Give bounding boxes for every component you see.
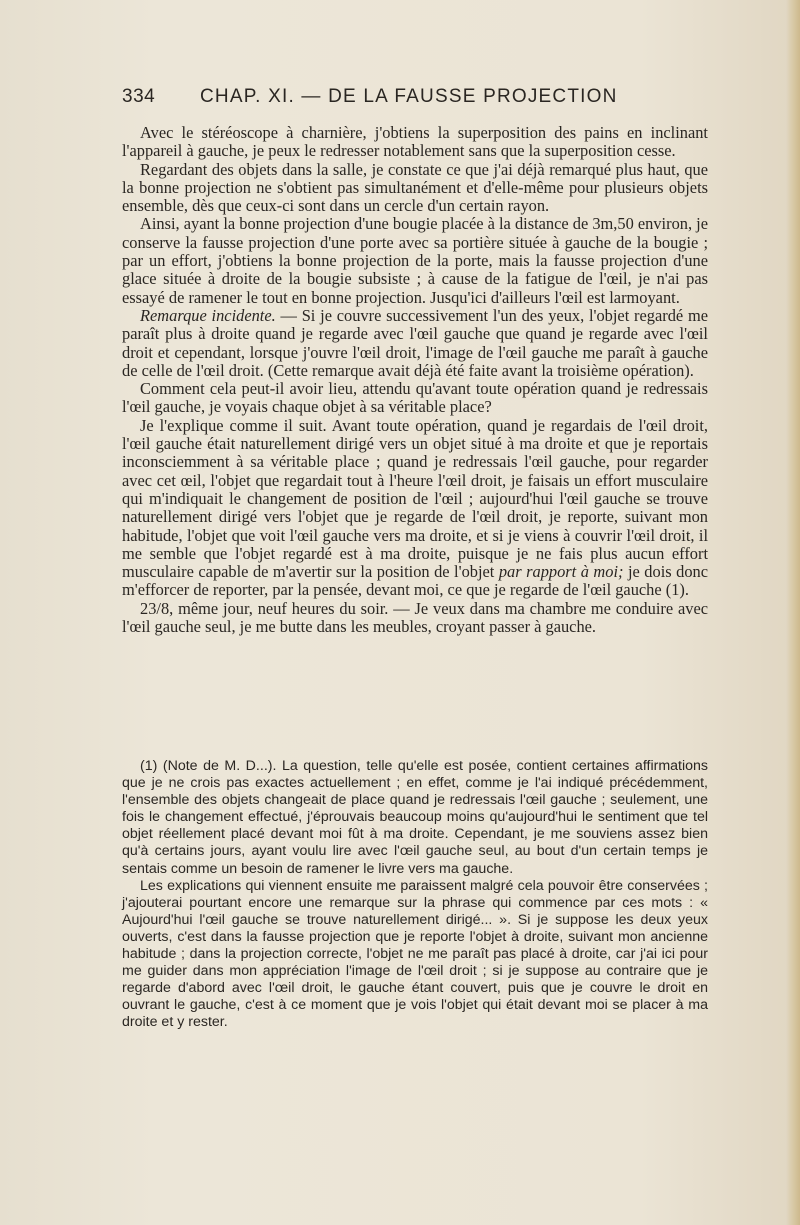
running-title: CHAP. XI. — DE LA FAUSSE PROJECTION bbox=[200, 86, 618, 107]
remark-label: Remarque incidente. bbox=[140, 305, 276, 325]
page-header bbox=[122, 86, 712, 112]
paragraph-2: Regardant des objets dans la salle, je constate ce que j'ai déjà remarqué plus haut, que la bonne projection ne s'obtient pas simultanément et d'elle-même pour plusieurs objets ensemble, dès que ceux-ci sont dans un cercle d'un certain rayon. bbox=[122, 159, 708, 216]
remark-text: — Si je couvre successivement l'un des yeux, l'objet regardé me paraît plus à droite quand je regarde avec l'œil gauche que quand je regarde avec l'œil droit et cependant, lorsque j'ouvre l'œil droit, l'image de l'œil gauche me paraît à gauche de celle de l'œil droit. (Cette remarque avait déjà été faite avant la troisième opération). bbox=[122, 305, 708, 380]
paragraph-6-emphasis: par rapport à moi; bbox=[498, 562, 624, 582]
paragraph-6-part-b: je dois donc m'efforcer de reporter, par la pensée, devant moi, ce que je regarde de l'œil gauche (1). bbox=[122, 562, 708, 600]
paragraph-3: Ainsi, ayant la bonne projection d'une bougie placée à la distance de 3m,50 environ, je conserve la fausse projection d'une porte avec sa portière située à gauche de la bougie ; par un effort, j'obtiens la bonne projection de la porte, mais la fausse projection d'une glace située à droite de la bougie subsiste ; à cause de la fatigue de l'œil, je n'ai pas essayé de ramener le tout en bonne projection. Jusqu'ici d'ailleurs l'œil est larmoyant. bbox=[122, 214, 708, 307]
paragraph-7: 23/8, même jour, neuf heures du soir. — Je veux dans ma chambre me conduire avec l'œil gauche seul, je me butte dans les meubles, croyant passer à gauche. bbox=[122, 598, 708, 637]
paragraph-6-part-a: Je l'explique comme il suit. Avant toute opération, quand je regardais de l'œil droit, l'œil gauche était naturellement dirigé vers un objet situé à ma droite et que je reportais inconsciemment à sa véritable place ; quand je redressais l'œil gauche, pour regarder avec cet œil, l'objet que regardait tout à l'heure l'œil droit, je faisais un effort musculaire qui m'indiquait le changement de position de l'œil ; aujourd'hui l'œil gauche se trouve naturellement dirigé vers l'objet que je regarde de l'œil droit, je reporte, suivant mon habitude, l'objet que voit l'œil gauche vers ma droite, et si je viens à couvrir l'œil droit, il me semble que l'objet regardé est à ma droite, puisque je ne fais plus aucun effort musculaire capable de m'avertir sur la position de l'objet bbox=[122, 415, 708, 582]
paragraph-1: Avec le stéréoscope à charnière, j'obtiens la superposition des pains en inclinant l'appareil à gauche, je peux le redresser notablement sans que la superposition cesse. bbox=[122, 123, 708, 161]
footnote-2: Les explications qui viennent ensuite me paraissent malgré cela pouvoir être conservées ; j'ajouterai pourtant encore une remarque sur la phrase qui commence par ces mots : « Aujourd'hui l'œil gauche se trouve naturellement dirigé... ». Si je suppose les deux yeux ouverts, c'est dans la fausse projection que je reporte l'objet à droite, suivant mon ancienne habitude ; dans la projection correcte, l'objet ne me paraît pas placé à droite, car j'ai ici pour me guider dans mon appréciation l'image de l'œil droit ; si je suppose au contraire que je regarde d'abord avec l'œil droit, le gauche étant couvert, puis que je couvre le droit en ouvrant le gauche, c'est à ce moment que je vois l'objet qui était devant moi se placer à ma droite et y rester. bbox=[122, 877, 708, 1031]
page-number: 334 bbox=[122, 86, 156, 107]
main-text bbox=[122, 124, 708, 636]
paragraph-6 bbox=[122, 417, 708, 600]
paragraph-4 bbox=[122, 307, 708, 380]
page-edge bbox=[786, 0, 800, 1225]
paragraph-5: Comment cela peut-il avoir lieu, attendu qu'avant toute opération quand je redressais l'œil gauche, je voyais chaque objet à sa véritable place? bbox=[122, 379, 708, 417]
footnote-1: (1) (Note de M. D...). La question, telle qu'elle est posée, contient certaines affirmations que je ne crois pas exactes actuellement ; en effet, comme je l'ai indiqué précédemment, l'ensemble des objets changeait de place quand je redressais l'œil gauche ; seulement, une fois le changement effectué, j'éprouvais beaucoup moins qu'aujourd'hui le sentiment que tel objet réellement placé devant moi fût à ma droite. Cependant, je me souviens assez bien qu'à certains jours, ayant voulu lire avec l'œil gauche seul, au bout d'un certain temps je sentais comme un besoin de ramener le livre vers ma gauche. bbox=[122, 758, 708, 877]
footnotes bbox=[122, 758, 708, 1032]
